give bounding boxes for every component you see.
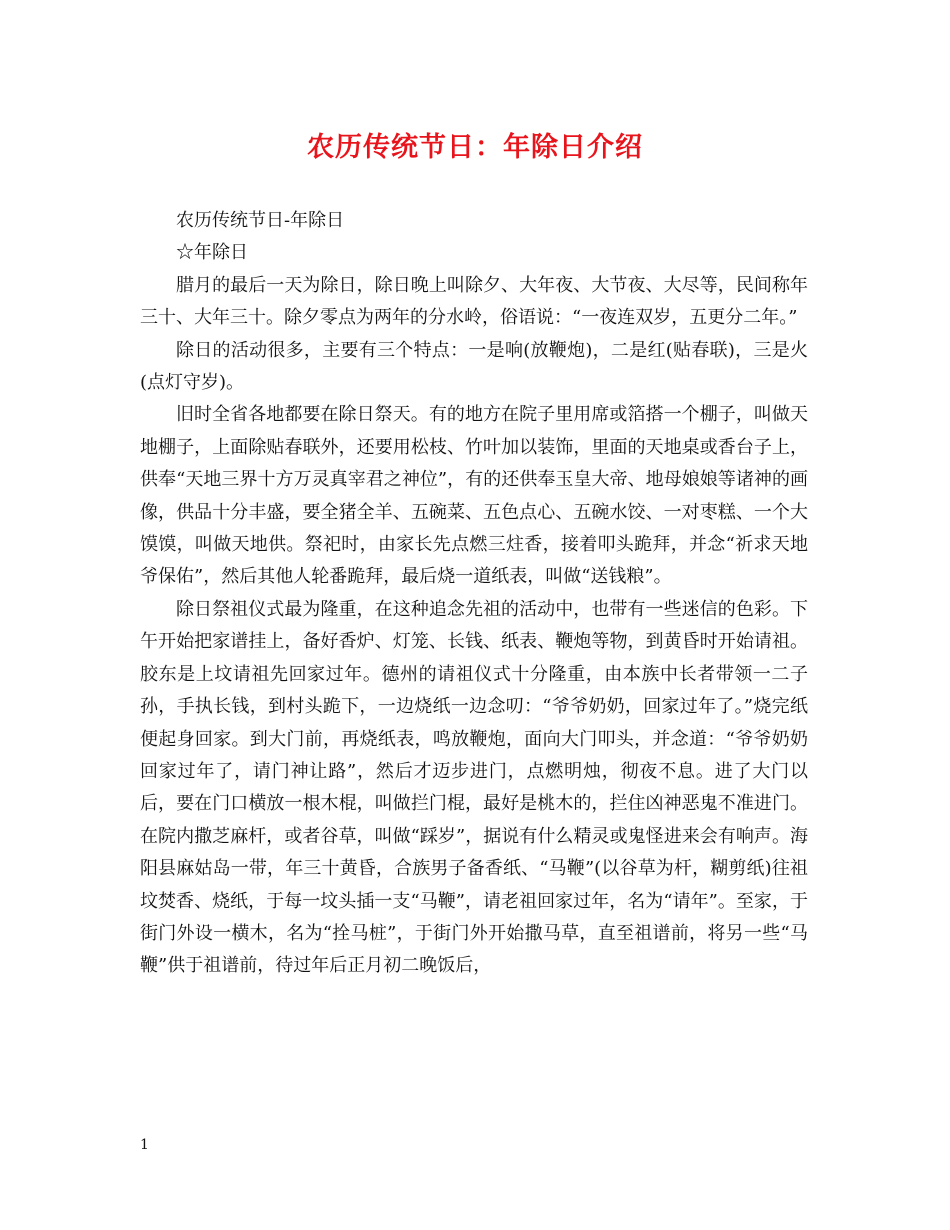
page-number: 1 bbox=[140, 1137, 149, 1153]
paragraph-activities: 除日的活动很多，主要有三个特点：一是响(放鞭炮)，二是红(贴春联)，三是火(点灯守岁)。 bbox=[140, 339, 808, 394]
paragraph-ancestor-worship: 除日祭祖仪式最为隆重，在这种追念先祖的活动中，也带有一些迷信的色彩。下午开始把家谱挂上，备好香炉、灯笼、长钱、纸表、鞭炮等物，到黄昏时开始请祖。胶东是上坟请祖先回家过年。德州的请祖仪式十分隆重，由本族中长者带领一二子孙，手执长钱，到村头跪下，一边烧纸一边念叨：“爷爷奶奶，回家过年了。”烧完纸便起身回家。到大门前，再烧纸表，鸣放鞭炮，面向大门叩头，并念道：“爷爷奶奶回家过年了，请门神让路”，然后才迈步进门，点燃明烛，彻夜不息。进了大门以后，要在门口横放一根木棍，叫做拦门棍，最好是桃木的，拦住凶神恶鬼不准进门。在院内撒芝麻杆，或者谷草，叫做“踩岁”，据说有什么精灵或鬼怪进来会有响声。海阳县麻姑岛一带，年三十黄昏，合族男子备香纸、“马鞭”(以谷草为杆，糊剪纸)往祖坟焚香、烧纸，于每一坟头插一支“马鞭”，请老祖回家过年，名为“请年”。至家，于街门外设一横木，名为“拴马桩”，于街门外开始撒马草，直至祖谱前，将另一些“马鞭”供于祖谱前，待过年后正月初二晚饭后， bbox=[140, 598, 808, 977]
paragraph-definition: 腊月的最后一天为除日，除日晚上叫除夕、大年夜、大节夜、大尽等，民间称年三十、大年三十。除夕零点为两年的分水岭，俗语说：“一夜连双岁，五更分二年。” bbox=[140, 274, 808, 329]
paragraph-subtitle: 农历传统节日-年除日 bbox=[176, 210, 345, 231]
paragraph-section-heading: ☆年除日 bbox=[176, 242, 248, 264]
document-body bbox=[140, 205, 808, 983]
document-title: 农历传统节日：年除日介绍 bbox=[307, 132, 643, 163]
paragraph-heaven-worship: 旧时全省各地都要在除日祭天。有的地方在院子里用席或箔搭一个棚子，叫做天地棚子，上面除贴春联外，还要用松枝、竹叶加以装饰，里面的天地桌或香台子上，供奉“天地三界十方万灵真宰君之神位”，有的还供奉玉皇大帝、地母娘娘等诸神的画像，供品十分丰盛，要全猪全羊、五碗菜、五色点心、五碗水饺、一对枣糕、一个大馍馍，叫做天地供。祭祀时，由家长先点燃三炷香，接着叩头跪拜，并念“祈求天地爷保佑”，然后其他人轮番跪拜，最后烧一道纸表，叫做“送钱粮”。 bbox=[140, 404, 808, 588]
